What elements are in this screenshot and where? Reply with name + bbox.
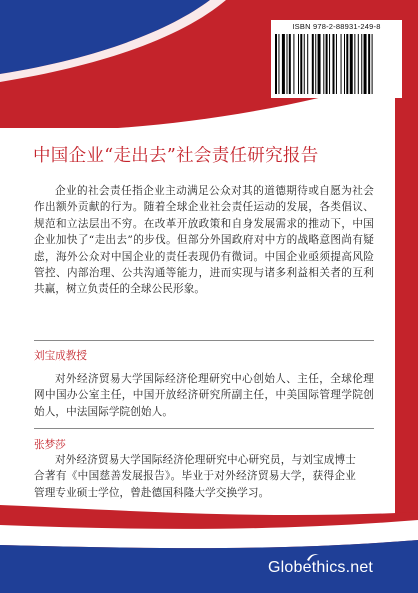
barcode-bar: [354, 34, 355, 94]
isbn-barcode: [271, 20, 402, 98]
barcode-bar: [278, 34, 279, 94]
barcode-bar: [275, 34, 277, 94]
publisher-logo: Globethics.net: [268, 559, 374, 576]
barcode-bar: [329, 34, 330, 94]
barcode-bar: [289, 34, 291, 94]
book-summary: 企业的社会责任指企业主动满足公众对其的道德期待或自愿为社会作出额外贡献的行为。随着全球企业社会责任运动的发展，各类倡议、规范和立法层出不穷。在改革开放政策和自身发展需求的推动下，中国企业加快了“走出去”的步伐。但部分外国政府对中方的战略意图尚有疑虑，海外公众对中国企业的责任表现仍有微词。中国企业亟须提高风险管控、内部治理、公共沟通等能力，进而实现与诸多利益相关者的互利共赢，树立负责任的全球公民形象。: [34, 185, 374, 296]
barcode-bar: [298, 34, 299, 94]
barcode-icon: [275, 34, 398, 94]
barcode-bar: [336, 34, 337, 94]
barcode-bar: [372, 34, 373, 94]
barcode-bar: [315, 34, 316, 94]
barcode-bar: [312, 34, 314, 94]
book-title: 中国企业“走出去”社会责任研究报告: [33, 146, 319, 166]
barcode-bar: [293, 34, 294, 94]
author-bio: 对外经济贸易大学国际经济伦理研究中心研究员，与刘宝成博士合著有《中国慈善发展报告》。毕业于对外经济贸易大学，获得企业管理专业硕士学位，曾赴德国科隆大学交换学习。: [34, 454, 356, 499]
isbn-text: ISBN 978-2-88931-249-8: [292, 22, 381, 31]
barcode-bar: [358, 34, 359, 94]
author-bio: 对外经济贸易大学国际经济伦理研究中心创始人、主任，全球伦理网中国办公室主任，中国开放经济研究所副主任，中美国际管理学院创始人，中法国际学院创始人。: [34, 373, 374, 418]
section-divider: [34, 428, 374, 429]
barcode-bar: [300, 34, 302, 94]
barcode-bar: [318, 34, 321, 94]
author-name: 刘宝成教授: [34, 350, 87, 362]
section-divider: [34, 340, 374, 341]
barcode-bar: [341, 34, 342, 94]
barcode-bar: [346, 34, 348, 94]
barcode-bar: [361, 34, 362, 94]
barcode-bar: [304, 34, 305, 94]
barcode-bar: [344, 34, 345, 94]
barcode-bar: [282, 34, 285, 94]
barcode-bar: [326, 34, 328, 94]
barcode-bar: [333, 34, 335, 94]
barcode-bar: [307, 34, 308, 94]
author-name: 张梦莎: [34, 439, 66, 451]
barcode-bar: [323, 34, 324, 94]
barcode-bar: [350, 34, 353, 94]
barcode-bar: [287, 34, 288, 94]
barcode-bar: [368, 34, 370, 94]
barcode-bar: [364, 34, 367, 94]
